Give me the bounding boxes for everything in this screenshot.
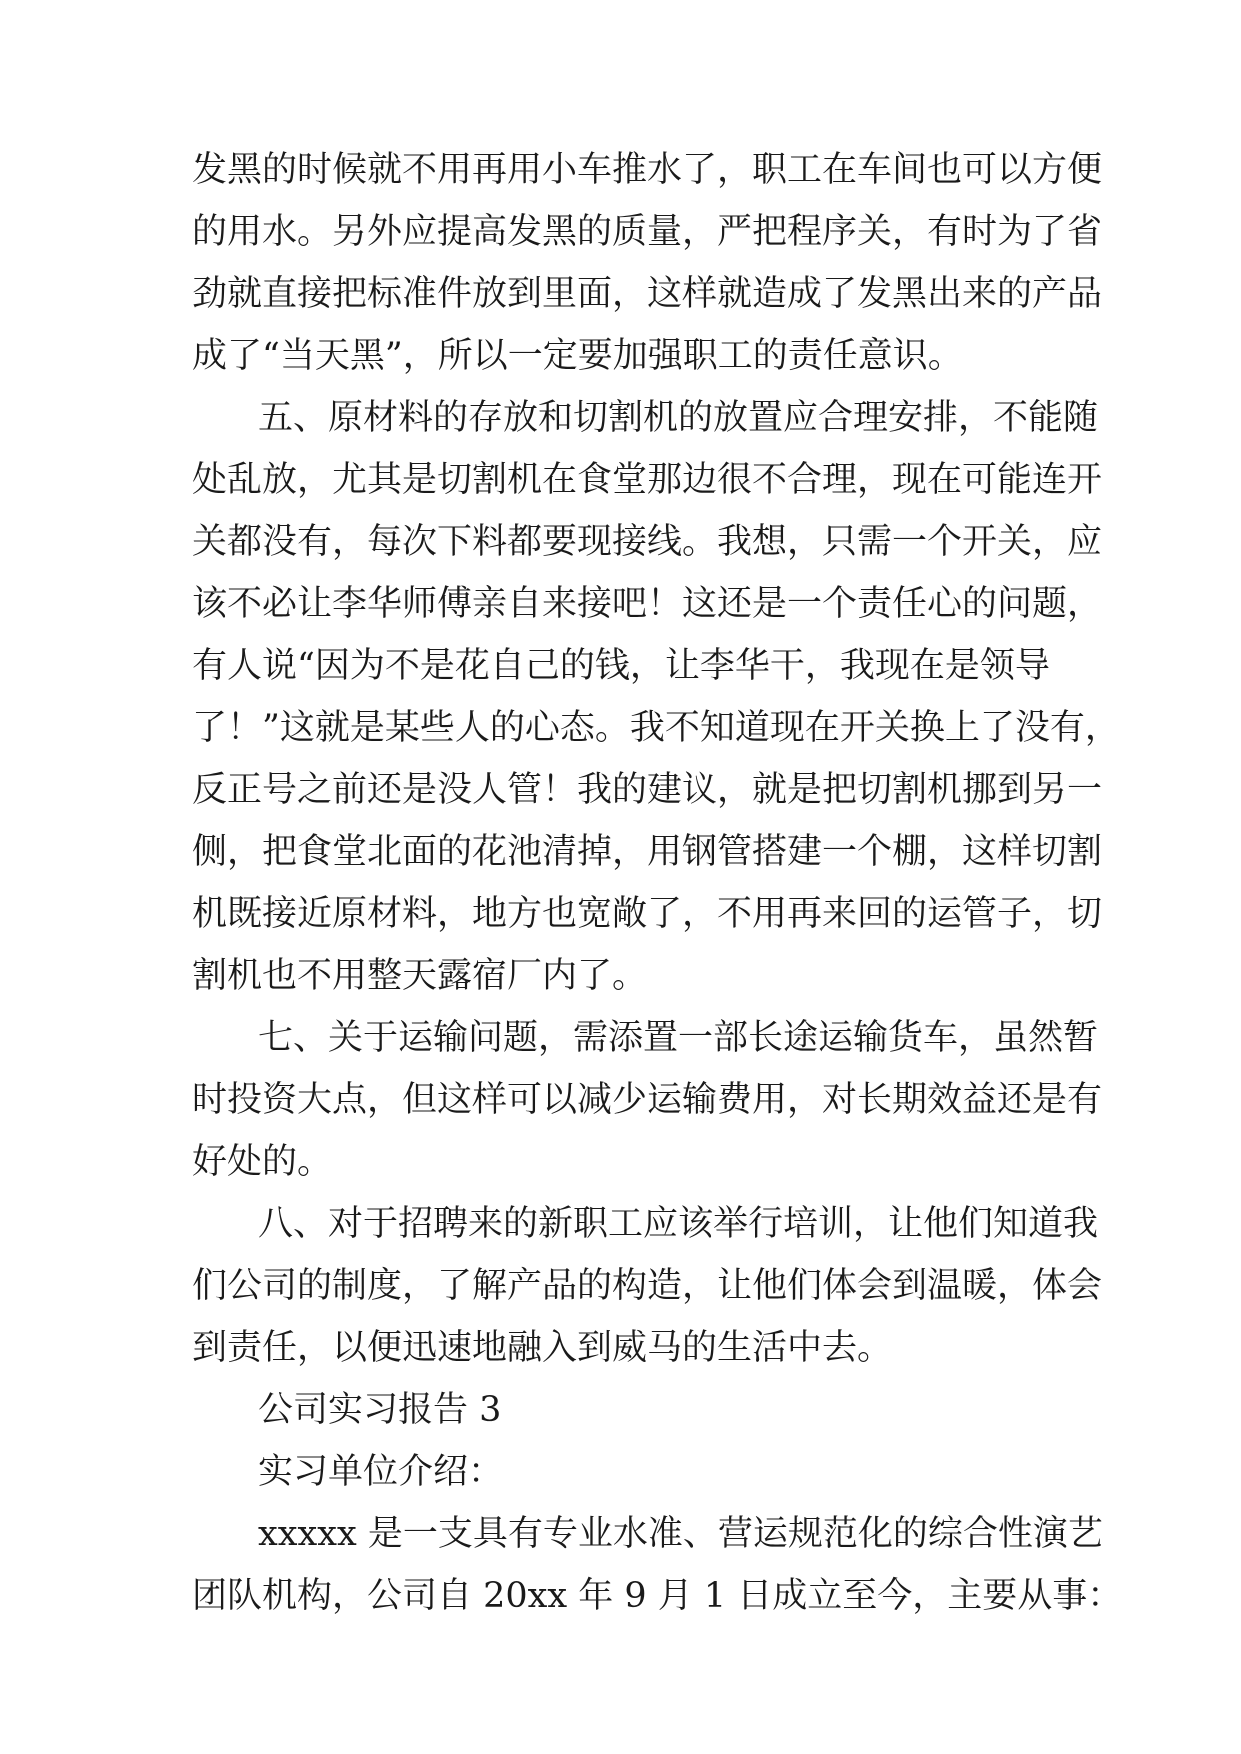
text-line: 关都没有，每次下料都要现接线。我想，只需一个开关，应: [192, 522, 1103, 562]
text-line: 处乱放，尤其是切割机在食堂那边很不合理，现在可能连开: [192, 460, 1103, 500]
paragraph-start-line: 七、关于运输问题，需添置一部长途运输货车，虽然暂: [258, 1018, 1099, 1058]
text-line: 好处的。: [192, 1142, 333, 1182]
text-line: 团队机构，公司自 20xx 年 9 月 1 日成立至今，主要从事：: [192, 1576, 1123, 1616]
text-line: 劲就直接把标准件放到里面，这样就造成了发黑出来的产品: [192, 274, 1103, 314]
subsection-heading: 实习单位介绍：: [258, 1452, 504, 1492]
text-line: 到责任，以便迅速地融入到威马的生活中去。: [192, 1328, 893, 1368]
paragraph-start-line: 五、原材料的存放和切割机的放置应合理安排，不能随: [258, 398, 1099, 438]
text-line: 了！”这就是某些人的心态。我不知道现在开关换上了没有，: [192, 708, 1120, 748]
text-line: 侧，把食堂北面的花池清掉，用钢管搭建一个棚，这样切割: [192, 832, 1103, 872]
section-heading: 公司实习报告 3: [258, 1390, 502, 1430]
paragraph-start-line: xxxxx 是一支具有专业水准、营运规范化的综合性演艺: [258, 1514, 1103, 1554]
text-line: 们公司的制度，了解产品的构造，让他们体会到温暖，体会: [192, 1266, 1103, 1306]
text-line: 割机也不用整天露宿厂内了。: [192, 956, 648, 996]
text-line: 成了“当天黑”，所以一定要加强职工的责任意识。: [192, 336, 963, 376]
text-line: 时投资大点，但这样可以减少运输费用，对长期效益还是有: [192, 1080, 1103, 1120]
text-line: 的用水。另外应提高发黑的质量，严把程序关，有时为了省: [192, 212, 1103, 252]
text-line: 发黑的时候就不用再用小车推水了，职工在车间也可以方便: [192, 150, 1103, 190]
text-line: 有人说“因为不是花自己的钱，让李华干，我现在是领导: [192, 646, 1050, 686]
paragraph-start-line: 八、对于招聘来的新职工应该举行培训，让他们知道我: [258, 1204, 1099, 1244]
text-line: 该不必让李华师傅亲自来接吧！这还是一个责任心的问题，: [192, 584, 1103, 624]
text-line: 机既接近原材料，地方也宽敞了，不用再来回的运管子，切: [192, 894, 1103, 934]
text-line: 反正号之前还是没人管！我的建议，就是把切割机挪到另一: [192, 770, 1103, 810]
